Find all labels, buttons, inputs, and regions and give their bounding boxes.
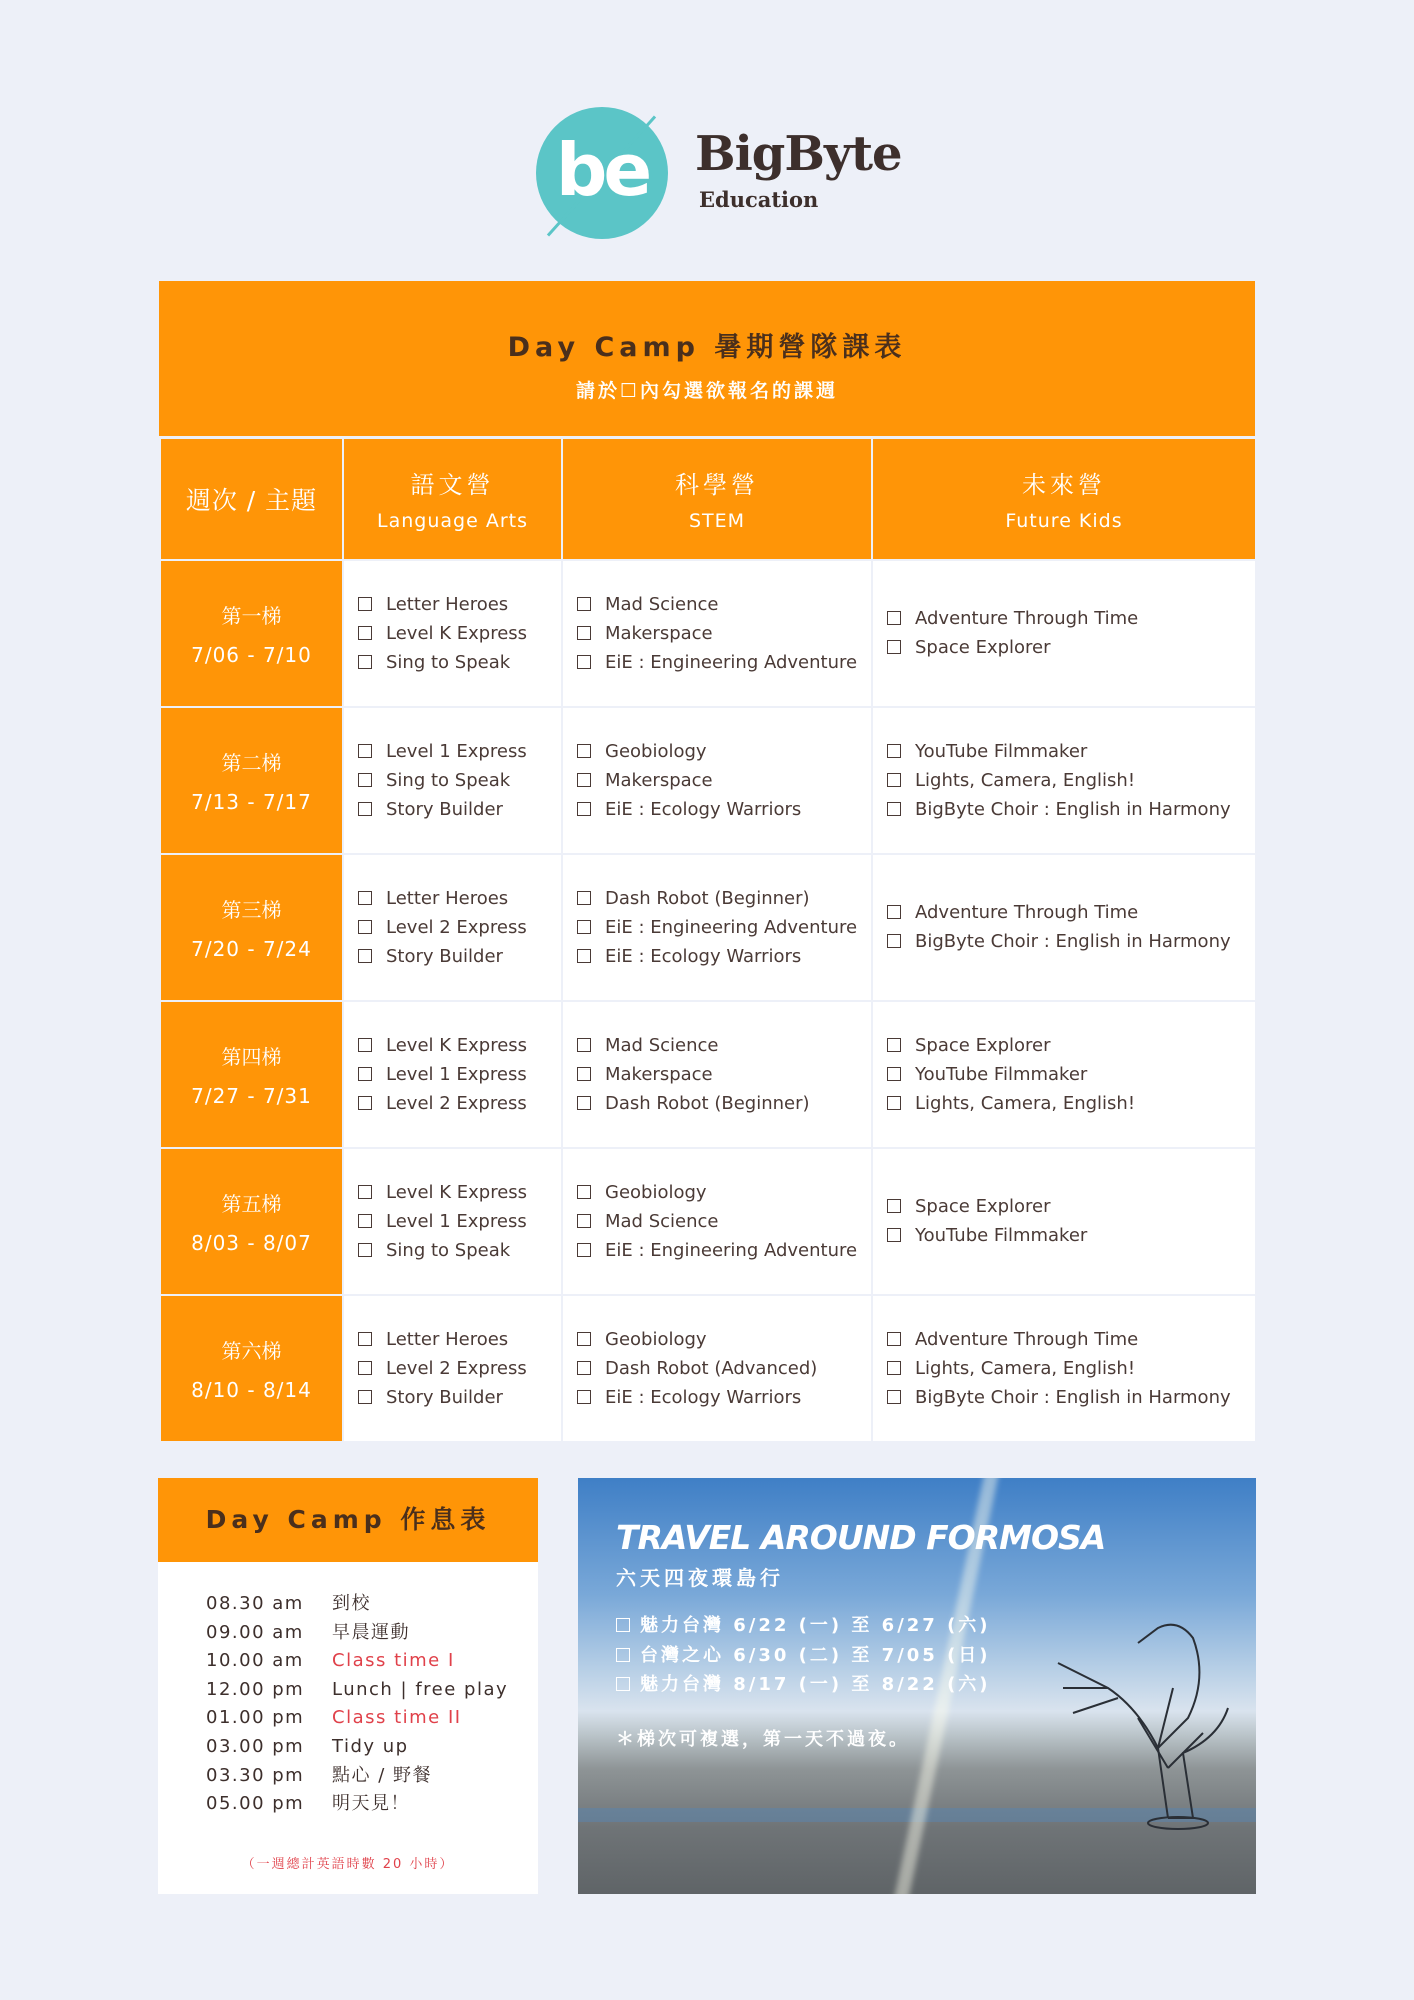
checkbox-icon[interactable] [616,1618,630,1632]
checkbox-icon[interactable] [577,1096,591,1110]
cell-future-kids [872,707,1256,854]
course-option[interactable] [358,1089,561,1118]
daily-activity: Class time II [332,1707,462,1729]
cell-future-kids [872,1148,1256,1295]
course-option[interactable] [358,1207,561,1236]
checkbox-icon[interactable] [887,1361,901,1375]
schedule-subtitle: 請於☐內勾選欲報名的課週 [575,380,839,402]
checkbox-icon[interactable] [358,891,372,905]
checkbox-icon[interactable] [577,1390,591,1404]
checkbox-icon[interactable] [616,1677,630,1691]
cell-stem [562,1295,872,1442]
daily-activity: 早晨運動 [332,1621,410,1643]
course-option[interactable] [358,590,561,619]
checkbox-icon[interactable] [887,1067,901,1081]
course-option[interactable] [577,619,871,648]
week-dates: 7/13 - 7/17 [191,789,312,814]
daily-activity: 明天見！ [332,1793,410,1815]
course-list [873,604,1255,662]
course-option[interactable] [887,1192,1255,1221]
travel-title: TRAVEL AROUND FORMOSA [616,1518,1106,1557]
course-label: Mad Science [605,1034,719,1056]
course-option[interactable] [887,633,1255,662]
week-row [160,560,1256,707]
course-list [563,1178,871,1265]
course-label: Dash Robot (Advanced) [605,1357,818,1379]
daily-rows [158,1562,538,1819]
course-option[interactable] [358,619,561,648]
cell-language-arts [343,1148,562,1295]
column-headers [160,438,1256,560]
daily-row [206,1790,538,1819]
daily-activity: Lunch | free play [332,1678,509,1700]
hand-sculpture-icon [1018,1568,1248,1868]
course-list [344,1178,561,1265]
course-label: BigByte Choir : English in Harmony [915,798,1231,820]
course-label: Space Explorer [915,1034,1051,1056]
cell-language-arts [343,560,562,707]
daily-schedule [158,1478,538,1894]
course-option[interactable] [358,1031,561,1060]
daily-time: 01.00 pm [206,1707,305,1729]
daily-activity: Tidy up [332,1735,409,1757]
course-label: EiE : Engineering Adventure [605,916,858,938]
week-row [160,854,1256,1001]
column-header-future: 未來營 Future Kids [872,438,1256,560]
week-name: 第五梯 [221,1191,282,1216]
course-option[interactable] [577,1354,871,1383]
course-option[interactable] [577,795,871,824]
checkbox-icon[interactable] [577,597,591,611]
course-label: Level 1 Express [386,1210,527,1232]
checkbox-icon[interactable] [577,1214,591,1228]
cell-language-arts [343,854,562,1001]
week-row [160,1295,1256,1442]
course-option[interactable] [887,1354,1255,1383]
course-option[interactable] [887,1221,1255,1250]
checkbox-icon[interactable] [577,626,591,640]
checkbox-icon[interactable] [887,773,901,787]
camp-schedule [159,281,1255,1443]
travel-option[interactable] [616,1641,991,1671]
course-list [563,884,871,971]
week-name: 第二梯 [221,750,282,775]
course-option[interactable] [577,1383,871,1412]
week-name: 第六梯 [221,1338,282,1363]
checkbox-icon[interactable] [358,597,372,611]
cell-future-kids [872,854,1256,1001]
daily-row [206,1619,538,1648]
course-option[interactable] [577,1207,871,1236]
course-label: Sing to Speak [386,769,511,791]
course-option[interactable] [577,737,871,766]
travel-option[interactable] [616,1670,991,1700]
week-label [160,560,343,707]
course-label: Lights, Camera, English! [915,1092,1136,1114]
course-list [873,1031,1255,1118]
checkbox-icon[interactable] [887,1038,901,1052]
course-list [563,1031,871,1118]
course-option[interactable] [887,795,1255,824]
course-option[interactable] [887,1383,1255,1412]
course-option[interactable] [358,648,561,677]
course-option[interactable] [358,737,561,766]
daily-time: 12.00 pm [206,1678,305,1700]
course-list [563,590,871,677]
week-row [160,1148,1256,1295]
course-label: Dash Robot (Beginner) [605,1092,810,1114]
course-label: Geobiology [605,1181,707,1203]
travel-option-label: 台灣之心 6/30 (二) 至 7/05 (日) [640,1644,991,1666]
course-option[interactable] [577,766,871,795]
daily-row [206,1733,538,1762]
week-label [160,1148,343,1295]
course-label: Letter Heroes [386,593,509,615]
week-dates: 8/10 - 8/14 [191,1377,312,1402]
cell-future-kids [872,1001,1256,1148]
week-label [160,1001,343,1148]
course-option[interactable] [887,927,1255,956]
course-list [563,737,871,824]
checkbox-icon[interactable] [887,934,901,948]
course-option[interactable] [358,942,561,971]
travel-option-label: 魅力台灣 6/22 (一) 至 6/27 (六) [640,1615,991,1636]
week-name: 第四梯 [221,1044,282,1069]
course-list [873,737,1255,824]
course-label: Story Builder [386,1386,503,1408]
course-label: Space Explorer [915,637,1051,658]
course-label: Geobiology [605,1328,707,1350]
week-label [160,1295,343,1442]
checkbox-icon[interactable] [358,1067,372,1081]
course-option[interactable] [577,942,871,971]
travel-subtitle: 六天四夜環島行 [616,1566,784,1590]
checkbox-icon[interactable] [887,744,901,758]
checkbox-icon[interactable] [887,1228,901,1242]
checkbox-icon[interactable] [358,1332,372,1346]
travel-note: ＊梯次可複選，第一天不過夜。 [616,1729,910,1750]
checkbox-icon[interactable] [577,1038,591,1052]
course-label: YouTube Filmmaker [915,1063,1088,1085]
course-option[interactable] [358,1060,561,1089]
daily-title: Day Camp 作息表 [158,1478,538,1562]
course-label: EiE : Engineering Adventure [605,1239,858,1261]
course-label: Dash Robot (Beginner) [605,887,810,909]
course-option[interactable] [577,590,871,619]
course-label: Geobiology [605,740,707,762]
travel-options [616,1611,991,1700]
checkbox-icon[interactable] [887,1332,901,1346]
schedule-header [159,281,1255,436]
course-option[interactable] [358,1383,561,1412]
course-list [563,1325,871,1412]
course-option[interactable] [358,884,561,913]
course-option[interactable] [358,1354,561,1383]
course-label: Level K Express [386,1034,528,1056]
daily-row [206,1590,538,1619]
course-option[interactable] [358,1236,561,1265]
week-name: 第一梯 [221,603,282,628]
course-option[interactable] [577,1178,871,1207]
course-label: Makerspace [605,1063,713,1085]
daily-row [206,1704,538,1733]
column-header-stem: 科學營 STEM [562,438,872,560]
course-label: Adventure Through Time [915,902,1139,923]
checkbox-icon[interactable] [577,1332,591,1346]
daily-time: 10.00 am [206,1650,304,1672]
daily-activity: Class time I [332,1650,455,1672]
cell-language-arts [343,707,562,854]
checkbox-icon[interactable] [887,905,901,919]
course-label: Makerspace [605,769,713,791]
course-label: EiE : Ecology Warriors [605,945,802,967]
course-label: Sing to Speak [386,651,511,673]
course-option[interactable] [887,1031,1255,1060]
daily-time: 05.00 pm [206,1793,305,1815]
checkbox-icon[interactable] [887,611,901,625]
course-option[interactable] [577,1089,871,1118]
checkbox-icon[interactable] [577,1185,591,1199]
course-option[interactable] [887,737,1255,766]
course-label: Mad Science [605,1210,719,1232]
logo-mark: be [555,128,649,212]
checkbox-icon[interactable] [577,744,591,758]
course-list [873,898,1255,956]
checkbox-icon[interactable] [358,655,372,669]
course-label: Sing to Speak [386,1239,511,1261]
course-option[interactable] [577,1236,871,1265]
checkbox-icon[interactable] [358,920,372,934]
course-label: BigByte Choir : English in Harmony [915,931,1231,952]
checkbox-icon[interactable] [887,1390,901,1404]
checkbox-icon[interactable] [577,1243,591,1257]
column-header-week: 週次 / 主題 [160,438,343,560]
course-label: EiE : Engineering Adventure [605,651,858,673]
course-option[interactable] [577,1325,871,1354]
cell-stem [562,1148,872,1295]
daily-note: （一週總計英語時數 20 小時） [241,1857,455,1872]
course-option[interactable] [358,766,561,795]
logo-subtitle: Education [699,187,819,212]
course-label: EiE : Ecology Warriors [605,798,802,820]
checkbox-icon[interactable] [887,1199,901,1213]
checkbox-icon[interactable] [358,949,372,963]
course-label: Level 1 Express [386,740,527,762]
course-list [873,1192,1255,1250]
cell-stem [562,560,872,707]
course-option[interactable] [358,1178,561,1207]
course-label: YouTube Filmmaker [915,1225,1088,1246]
course-option[interactable] [358,795,561,824]
course-list [344,1031,561,1118]
course-label: Letter Heroes [386,1328,509,1350]
checkbox-icon[interactable] [358,1096,372,1110]
checkbox-icon[interactable] [577,920,591,934]
checkbox-icon[interactable] [887,1096,901,1110]
course-option[interactable] [887,1325,1255,1354]
course-label: Level 2 Express [386,916,527,938]
week-dates: 7/06 - 7/10 [191,642,312,667]
travel-option-label: 魅力台灣 8/17 (一) 至 8/22 (六) [640,1674,991,1695]
course-option[interactable] [887,898,1255,927]
cell-future-kids [872,1295,1256,1442]
checkbox-icon[interactable] [358,1214,372,1228]
daily-activity: 點心 / 野餐 [332,1764,433,1786]
course-option[interactable] [887,604,1255,633]
checkbox-icon[interactable] [577,1067,591,1081]
checkbox-icon[interactable] [887,802,901,816]
column-header-language: 語文營 Language Arts [343,438,562,560]
course-label: Level 1 Express [386,1063,527,1085]
week-row [160,707,1256,854]
course-list [344,590,561,677]
course-option[interactable] [577,1031,871,1060]
cell-language-arts [343,1001,562,1148]
bigbyte-logo [530,104,910,244]
checkbox-icon[interactable] [358,1185,372,1199]
daily-activity: 到校 [332,1593,371,1614]
checkbox-icon[interactable] [577,949,591,963]
daily-time: 09.00 am [206,1621,304,1643]
week-dates: 7/27 - 7/31 [191,1083,312,1108]
checkbox-icon[interactable] [616,1648,630,1662]
course-label: Lights, Camera, English! [915,1357,1136,1379]
daily-time: 08.30 am [206,1593,304,1614]
week-label [160,854,343,1001]
checkbox-icon[interactable] [577,655,591,669]
course-label: Lights, Camera, English! [915,769,1136,791]
checkbox-icon[interactable] [358,802,372,816]
course-label: EiE : Ecology Warriors [605,1386,802,1408]
cell-stem [562,1001,872,1148]
checkbox-icon[interactable] [577,891,591,905]
course-label: YouTube Filmmaker [915,740,1088,762]
week-name: 第三梯 [221,897,282,922]
course-label: BigByte Choir : English in Harmony [915,1386,1231,1408]
course-label: Mad Science [605,593,719,615]
week-dates: 8/03 - 8/07 [191,1230,312,1255]
schedule-table [159,436,1257,1443]
checkbox-icon[interactable] [577,1361,591,1375]
daily-row [206,1762,538,1791]
course-list [344,737,561,824]
course-option[interactable] [577,648,871,677]
course-option[interactable] [358,913,561,942]
course-option[interactable] [887,1060,1255,1089]
checkbox-icon[interactable] [358,1038,372,1052]
course-label: Adventure Through Time [915,608,1139,629]
checkbox-icon[interactable] [358,773,372,787]
daily-time: 03.00 pm [206,1735,305,1757]
schedule-title: Day Camp 暑期營隊課表 [507,332,907,363]
course-label: Makerspace [605,622,713,644]
cell-stem [562,707,872,854]
course-list [873,1325,1255,1412]
course-label: Adventure Through Time [915,1328,1139,1350]
course-label: Letter Heroes [386,887,509,909]
cell-future-kids [872,560,1256,707]
course-label: Level 2 Express [386,1357,527,1379]
course-label: Story Builder [386,798,503,820]
checkbox-icon[interactable] [358,744,372,758]
course-option[interactable] [887,766,1255,795]
daily-row [206,1647,538,1676]
daily-row [206,1676,538,1705]
checkbox-icon[interactable] [887,640,901,654]
checkbox-icon[interactable] [577,802,591,816]
course-label: Level 2 Express [386,1092,527,1114]
course-option[interactable] [577,1060,871,1089]
course-option[interactable] [358,1325,561,1354]
travel-option[interactable] [616,1611,991,1641]
course-option[interactable] [577,884,871,913]
daily-time: 03.30 pm [206,1764,305,1786]
course-label: Level K Express [386,622,528,644]
checkbox-icon[interactable] [577,773,591,787]
checkbox-icon[interactable] [358,1390,372,1404]
checkbox-icon[interactable] [358,1243,372,1257]
course-label: Story Builder [386,945,503,967]
checkbox-icon[interactable] [358,626,372,640]
travel-card [578,1478,1256,1894]
checkbox-icon[interactable] [358,1361,372,1375]
course-list [344,1325,561,1412]
course-label: Space Explorer [915,1196,1051,1217]
course-label: Level K Express [386,1181,528,1203]
cell-language-arts [343,1295,562,1442]
week-label [160,707,343,854]
course-option[interactable] [577,913,871,942]
week-row [160,1001,1256,1148]
cell-stem [562,854,872,1001]
logo-name: BigByte [695,126,902,182]
week-dates: 7/20 - 7/24 [191,936,312,961]
course-option[interactable] [887,1089,1255,1118]
course-list [344,884,561,971]
